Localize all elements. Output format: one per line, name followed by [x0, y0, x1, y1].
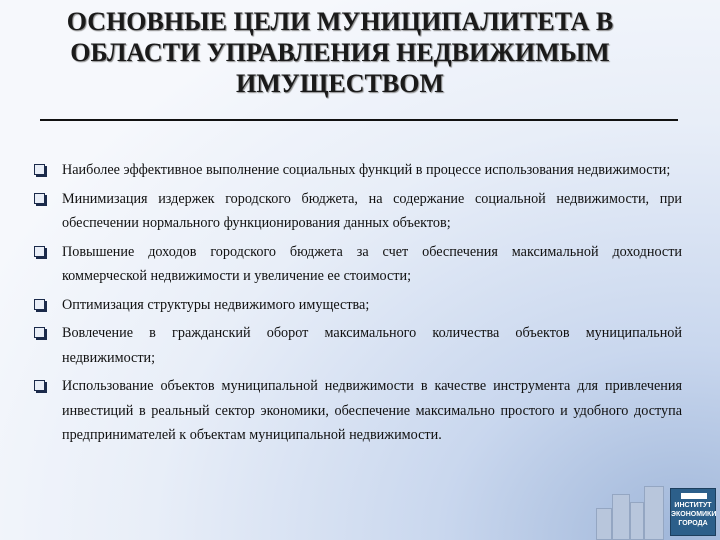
- institute-logo: [670, 488, 716, 536]
- list-item-text: Минимизация издержек городского бюджета, на содержание социальной недвижимости, при обеспечении нормального функционирования данных объектов;: [62, 190, 682, 231]
- list-item: [34, 321, 682, 370]
- city-decoration: [590, 460, 720, 540]
- list-item: [34, 240, 682, 289]
- building-shape: [612, 494, 630, 540]
- list-item: [34, 158, 682, 183]
- title-line-3: ИМУЩЕСТВОМ: [236, 69, 444, 98]
- list-item-text: Вовлечение в гражданский оборот максимального количества объектов муниципальной недвижимости;: [62, 325, 682, 366]
- logo-text: ИНСТИТУТ ЭКОНОМИКИ ГОРОДА: [671, 502, 717, 527]
- square-bullet-icon: [34, 299, 45, 310]
- list-item: [34, 374, 682, 448]
- building-shape: [630, 502, 644, 540]
- list-item: [34, 187, 682, 236]
- list-item-text: Оптимизация структуры недвижимого имущества;: [62, 296, 370, 313]
- building-shape: [644, 486, 664, 540]
- square-bullet-icon: [34, 246, 45, 257]
- list-item-text: Повышение доходов городского бюджета за счет обеспечения максимальной доходности коммерческой недвижимости и увеличение ее стоимости;: [62, 243, 682, 284]
- list-item-text: Наиболее эффективное выполнение социальных функций в процессе использования недвижимости;: [62, 162, 671, 178]
- square-bullet-icon: [34, 327, 45, 338]
- title-line-1: ОСНОВНЫЕ ЦЕЛИ МУНИЦИПАЛИТЕТА В: [66, 7, 614, 36]
- title-line-2: ОБЛАСТИ УПРАВЛЕНИЯ НЕДВИЖИМЫМ: [70, 38, 610, 67]
- list-item-text: Использование объектов муниципальной недвижимости в качестве инструмента для привлечения инвестиций в реальный сектор экономики, обеспечение максимально простого и удобного доступа предпринимателей к объектам муниципальной недвижимости.: [62, 378, 682, 443]
- title-divider: [40, 119, 678, 121]
- list-item: [34, 293, 682, 318]
- square-bullet-icon: [34, 380, 45, 391]
- building-shape: [596, 508, 612, 540]
- goals-list: [34, 158, 682, 452]
- slide-title: [30, 6, 650, 99]
- square-bullet-icon: [34, 164, 45, 175]
- square-bullet-icon: [34, 193, 45, 204]
